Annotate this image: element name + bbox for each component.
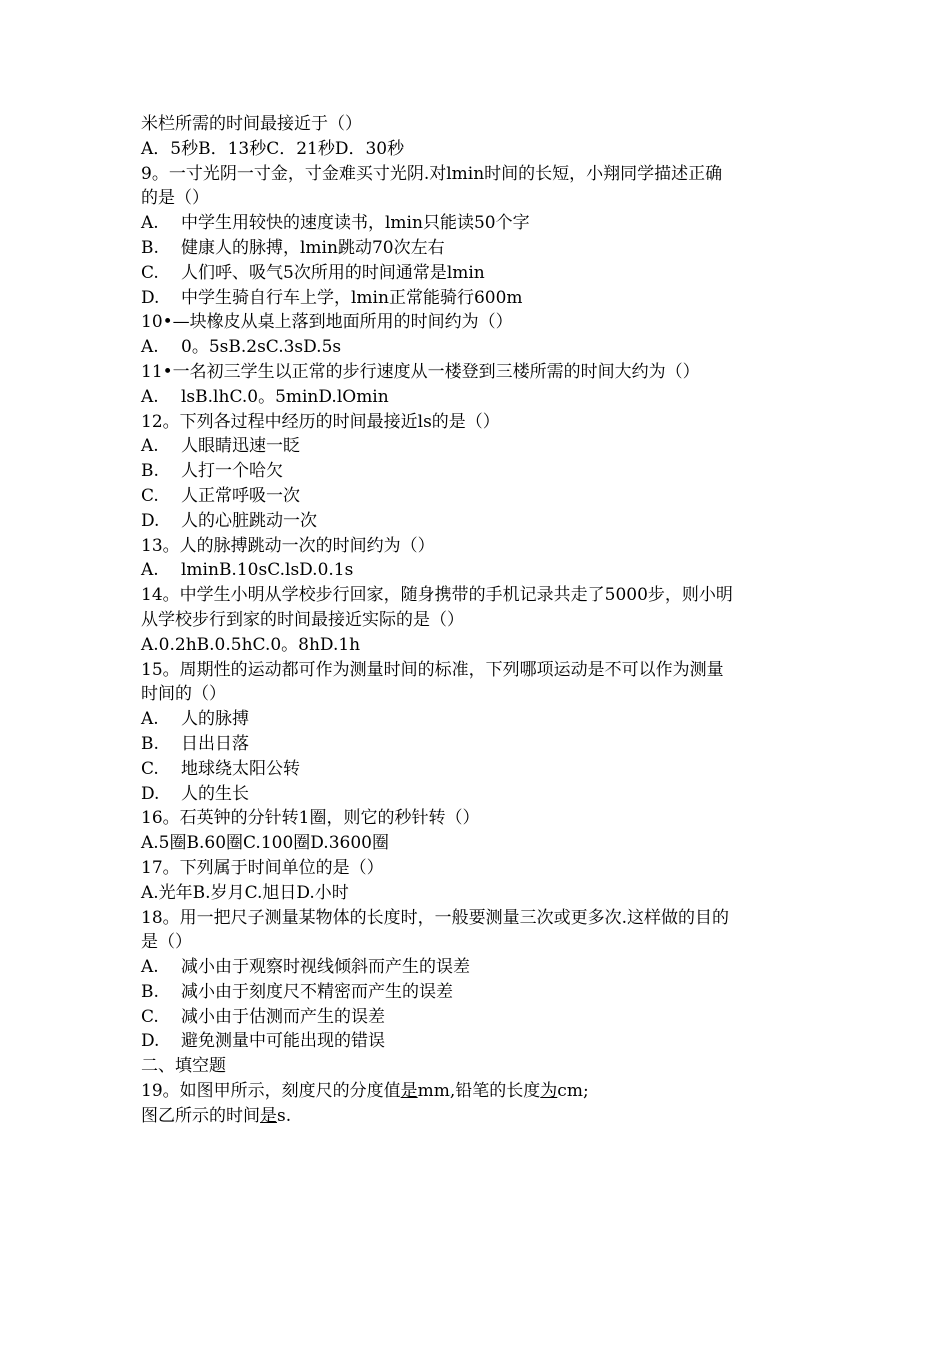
text-line: A.5圈B.60圈C.100圈D.3600圈 (141, 833, 389, 854)
text-line: A.0.2hB.0.5hC.0。8hD.1h (141, 634, 361, 655)
text-line: 10•—块橡皮从桌上落到地面所用的时间约为（） (141, 312, 513, 333)
option-label: D. (141, 510, 160, 531)
question-19-line-2 (141, 1104, 821, 1129)
answer-option (141, 980, 821, 1005)
text-line: 14。中学生小明从学校步行回家，随身携带的手机记录共走了5000步，则小明 (141, 585, 733, 606)
text-line: 16。石英钟的分针转1圈，则它的秒针转（） (141, 808, 480, 829)
q19-blank-3: 是 (260, 1105, 277, 1126)
q19-text-d: 图乙所示的时间 (141, 1105, 260, 1126)
option-label: A. (141, 386, 159, 407)
text-line: 二、填空题 (141, 1056, 226, 1077)
option-label: B. (141, 733, 159, 754)
option-label: A. (141, 337, 159, 358)
option-text: 人眼睛迅速一眨 (181, 436, 300, 457)
option-text: 日出日落 (181, 733, 249, 754)
text-line: 11•一名初三学生以正常的步行速度从一楼登到三楼所需的时间大约为（） (141, 361, 700, 382)
option-text: 人们呼、吸气5次所用的时间通常是lmin (181, 262, 485, 283)
option-label: C. (141, 485, 159, 506)
option-text: 人的心脏跳动一次 (181, 510, 317, 531)
option-label: B. (141, 461, 159, 482)
question-19-line-1 (141, 1079, 821, 1104)
option-text: 人的生长 (181, 783, 249, 804)
option-label: A. (141, 957, 159, 978)
q19-text-c: cm; (557, 1081, 589, 1102)
option-text: 人打一个哈欠 (181, 461, 283, 482)
text-line: 12。下列各过程中经历的时间最接近ls的是（） (141, 411, 500, 432)
option-text: 减小由于估测而产生的误差 (181, 1006, 385, 1027)
option-text: 避免测量中可能出现的错误 (181, 1031, 385, 1052)
answer-option (141, 286, 821, 311)
answer-option (141, 782, 821, 807)
answer-option (141, 484, 821, 509)
answer-option (141, 757, 821, 782)
option-label: D. (141, 287, 160, 308)
text-line: 18。用一把尺子测量某物体的长度时，一般要测量三次或更多次.这样做的目的 (141, 907, 730, 928)
option-text: 中学生用较快的速度读书，lmin只能读50个字 (181, 213, 530, 234)
option-text: 减小由于刻度尺不精密而产生的误差 (181, 981, 453, 1002)
answer-option (141, 707, 821, 732)
option-label: A. (141, 709, 159, 730)
option-label: D. (141, 1031, 160, 1052)
question-lines (141, 112, 821, 1079)
answer-option (141, 261, 821, 286)
text-line: A．5秒B．13秒C．21秒D．30秒 (141, 138, 405, 159)
answer-option (141, 434, 821, 459)
option-text: lsB.lhC.0。5minD.lOmin (181, 386, 389, 407)
document-page (141, 112, 821, 1129)
option-text: 中学生骑自行车上学，lmin正常能骑行600m (181, 287, 523, 308)
option-label: C. (141, 1006, 159, 1027)
answer-option (141, 558, 821, 583)
answer-option (141, 1029, 821, 1054)
answer-option (141, 732, 821, 757)
answer-option (141, 385, 821, 410)
answer-option (141, 509, 821, 534)
text-line: A.光年B.岁月C.旭日D.小时 (141, 882, 349, 903)
q19-text-a: 19。如图甲所示，刻度尺的分度值 (141, 1081, 401, 1102)
option-label: A. (141, 560, 159, 581)
text-line: 17。下列属于时间单位的是（） (141, 857, 384, 878)
option-text: 健康人的脉搏，lmin跳动70次左右 (181, 237, 445, 258)
option-text: 地球绕太阳公转 (181, 758, 300, 779)
option-text: 人正常呼吸一次 (181, 485, 300, 506)
text-line: 9。一寸光阴一寸金，寸金难买寸光阴.对lmin时间的长短，小翔同学描述正确 (141, 163, 723, 184)
text-line: 15。周期性的运动都可作为测量时间的标准，下列哪项运动是不可以作为测量 (141, 659, 724, 680)
option-text: 人的脉搏 (181, 709, 249, 730)
text-line: 的是（） (141, 188, 209, 209)
option-label: A. (141, 436, 159, 457)
text-line: 13。人的脉搏跳动一次的时间约为（） (141, 535, 435, 556)
answer-option (141, 211, 821, 236)
text-line: 米栏所需的时间最接近于（） (141, 114, 362, 134)
option-label: D. (141, 783, 160, 804)
q19-text-e: s. (277, 1105, 292, 1126)
option-text: 减小由于观察时视线倾斜而产生的误差 (181, 957, 470, 978)
answer-option (141, 335, 821, 360)
option-label: B. (141, 237, 159, 258)
text-line: 从学校步行到家的时间最接近实际的是（） (141, 609, 464, 630)
option-text: 0。5sB.2sC.3sD.5s (181, 337, 342, 358)
text-line: 是（） (141, 932, 192, 953)
q19-text-b: mm,铅笔的长度 (417, 1081, 541, 1102)
option-label: B. (141, 981, 159, 1002)
q19-blank-1: 是 (400, 1081, 418, 1102)
answer-option (141, 236, 821, 261)
answer-option (141, 1005, 821, 1030)
answer-option (141, 955, 821, 980)
q19-blank-2: 为 (540, 1081, 558, 1102)
option-text: lminB.10sC.lsD.0.1s (181, 560, 354, 581)
option-label: A. (141, 213, 159, 234)
option-label: C. (141, 758, 159, 779)
answer-option (141, 459, 821, 484)
text-line: 时间的（） (141, 684, 226, 705)
option-label: C. (141, 262, 159, 283)
